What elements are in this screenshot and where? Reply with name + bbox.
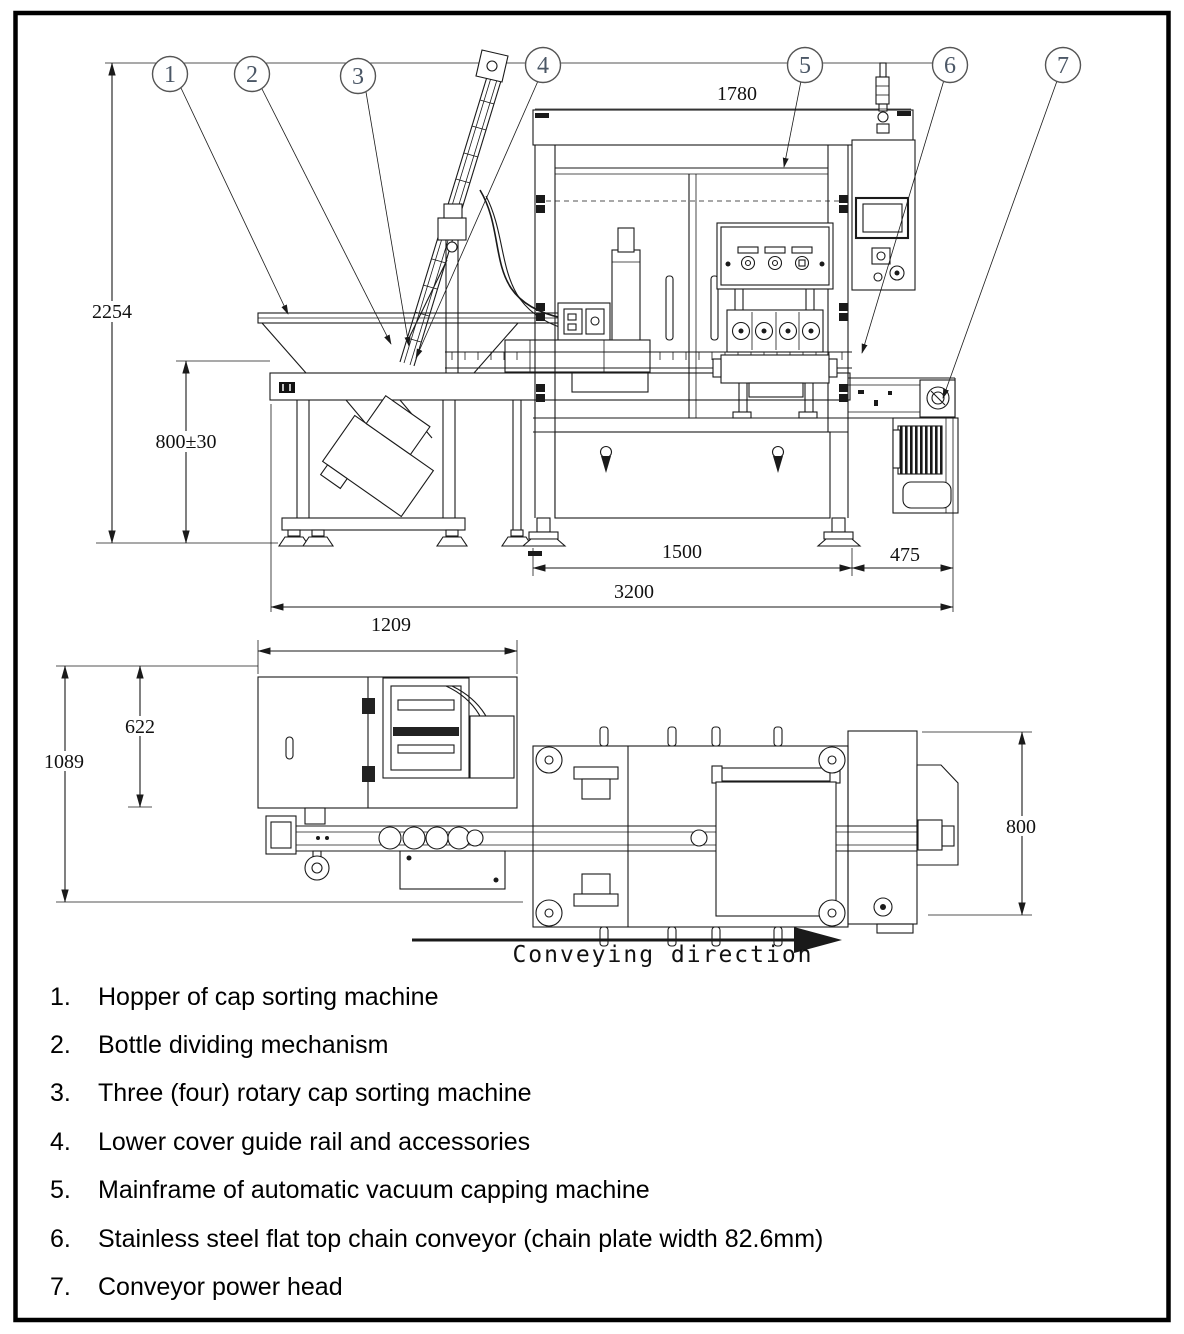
dim-mainframe-width: 1780 — [717, 83, 757, 105]
legend-number: 4. — [50, 1127, 71, 1156]
legend-number: 3. — [50, 1079, 71, 1108]
plan-view — [258, 677, 958, 968]
callout-7 — [1046, 48, 1081, 83]
plan-mainframe — [533, 727, 848, 946]
legend-number: 6. — [50, 1224, 71, 1253]
chain-conveyor — [848, 378, 955, 418]
legend-text: Conveyor power head — [98, 1273, 343, 1302]
svg-text:6: 6 — [944, 53, 956, 79]
legend-item-1 — [50, 973, 823, 1021]
dim-overall-depth: 1089 — [44, 751, 84, 773]
dim-foot-spacing: 1500 — [662, 541, 702, 563]
callout-1 — [153, 57, 188, 92]
bottle-dividing-mechanism — [316, 388, 453, 527]
legend-number: 2. — [50, 1031, 71, 1060]
svg-text:3: 3 — [352, 64, 364, 90]
callout-5 — [788, 48, 823, 83]
svg-text:1: 1 — [164, 62, 176, 88]
callout-6 — [933, 48, 968, 83]
callout-4 — [526, 48, 561, 83]
legend-item-5 — [50, 1167, 823, 1215]
legend-item-2 — [50, 1021, 823, 1069]
svg-text:7: 7 — [1057, 53, 1069, 79]
legend-item-6 — [50, 1215, 823, 1263]
callout-3 — [341, 59, 376, 94]
legend-text: Lower cover guide rail and accessories — [98, 1127, 531, 1156]
dim-sorter-depth: 622 — [125, 716, 155, 738]
callout-2 — [235, 57, 270, 92]
plan-power-head — [917, 765, 958, 865]
legend-text: Stainless steel flat top chain conveyor (chain plate width 82.6mm) — [98, 1224, 824, 1253]
dim-overall-length: 3200 — [614, 581, 654, 603]
svg-text:2: 2 — [246, 62, 258, 88]
dim-overall-height: 2254 — [92, 301, 132, 323]
svg-text:4: 4 — [537, 53, 549, 79]
legend-number: 5. — [50, 1176, 71, 1205]
cap-sorter-elevator — [400, 50, 640, 373]
conveyor-power-head — [893, 418, 958, 513]
svg-text:5: 5 — [799, 53, 811, 79]
control-cabinet — [852, 63, 915, 290]
dim-infeed-height: 800±30 — [155, 431, 217, 453]
legend-text: Mainframe of automatic vacuum capping machine — [98, 1176, 650, 1205]
legend — [50, 973, 823, 1312]
legend-item-4 — [50, 1118, 823, 1166]
legend-text: Bottle dividing mechanism — [98, 1031, 389, 1060]
legend-number: 7. — [50, 1273, 71, 1302]
front-view — [105, 50, 958, 546]
legend-text: Three (four) rotary cap sorting machine — [98, 1079, 532, 1108]
legend-item-3 — [50, 1070, 823, 1118]
dim-sorter-length: 1209 — [371, 614, 411, 636]
dim-frame-depth: 800 — [1006, 816, 1036, 838]
legend-number: 1. — [50, 982, 71, 1011]
conveying-direction-label: Conveying direction — [512, 942, 814, 968]
dim-conveyor-extension: 475 — [890, 544, 920, 566]
legend-text: Hopper of cap sorting machine — [98, 982, 439, 1011]
legend-item-7 — [50, 1263, 823, 1311]
stand-feet — [279, 530, 532, 546]
